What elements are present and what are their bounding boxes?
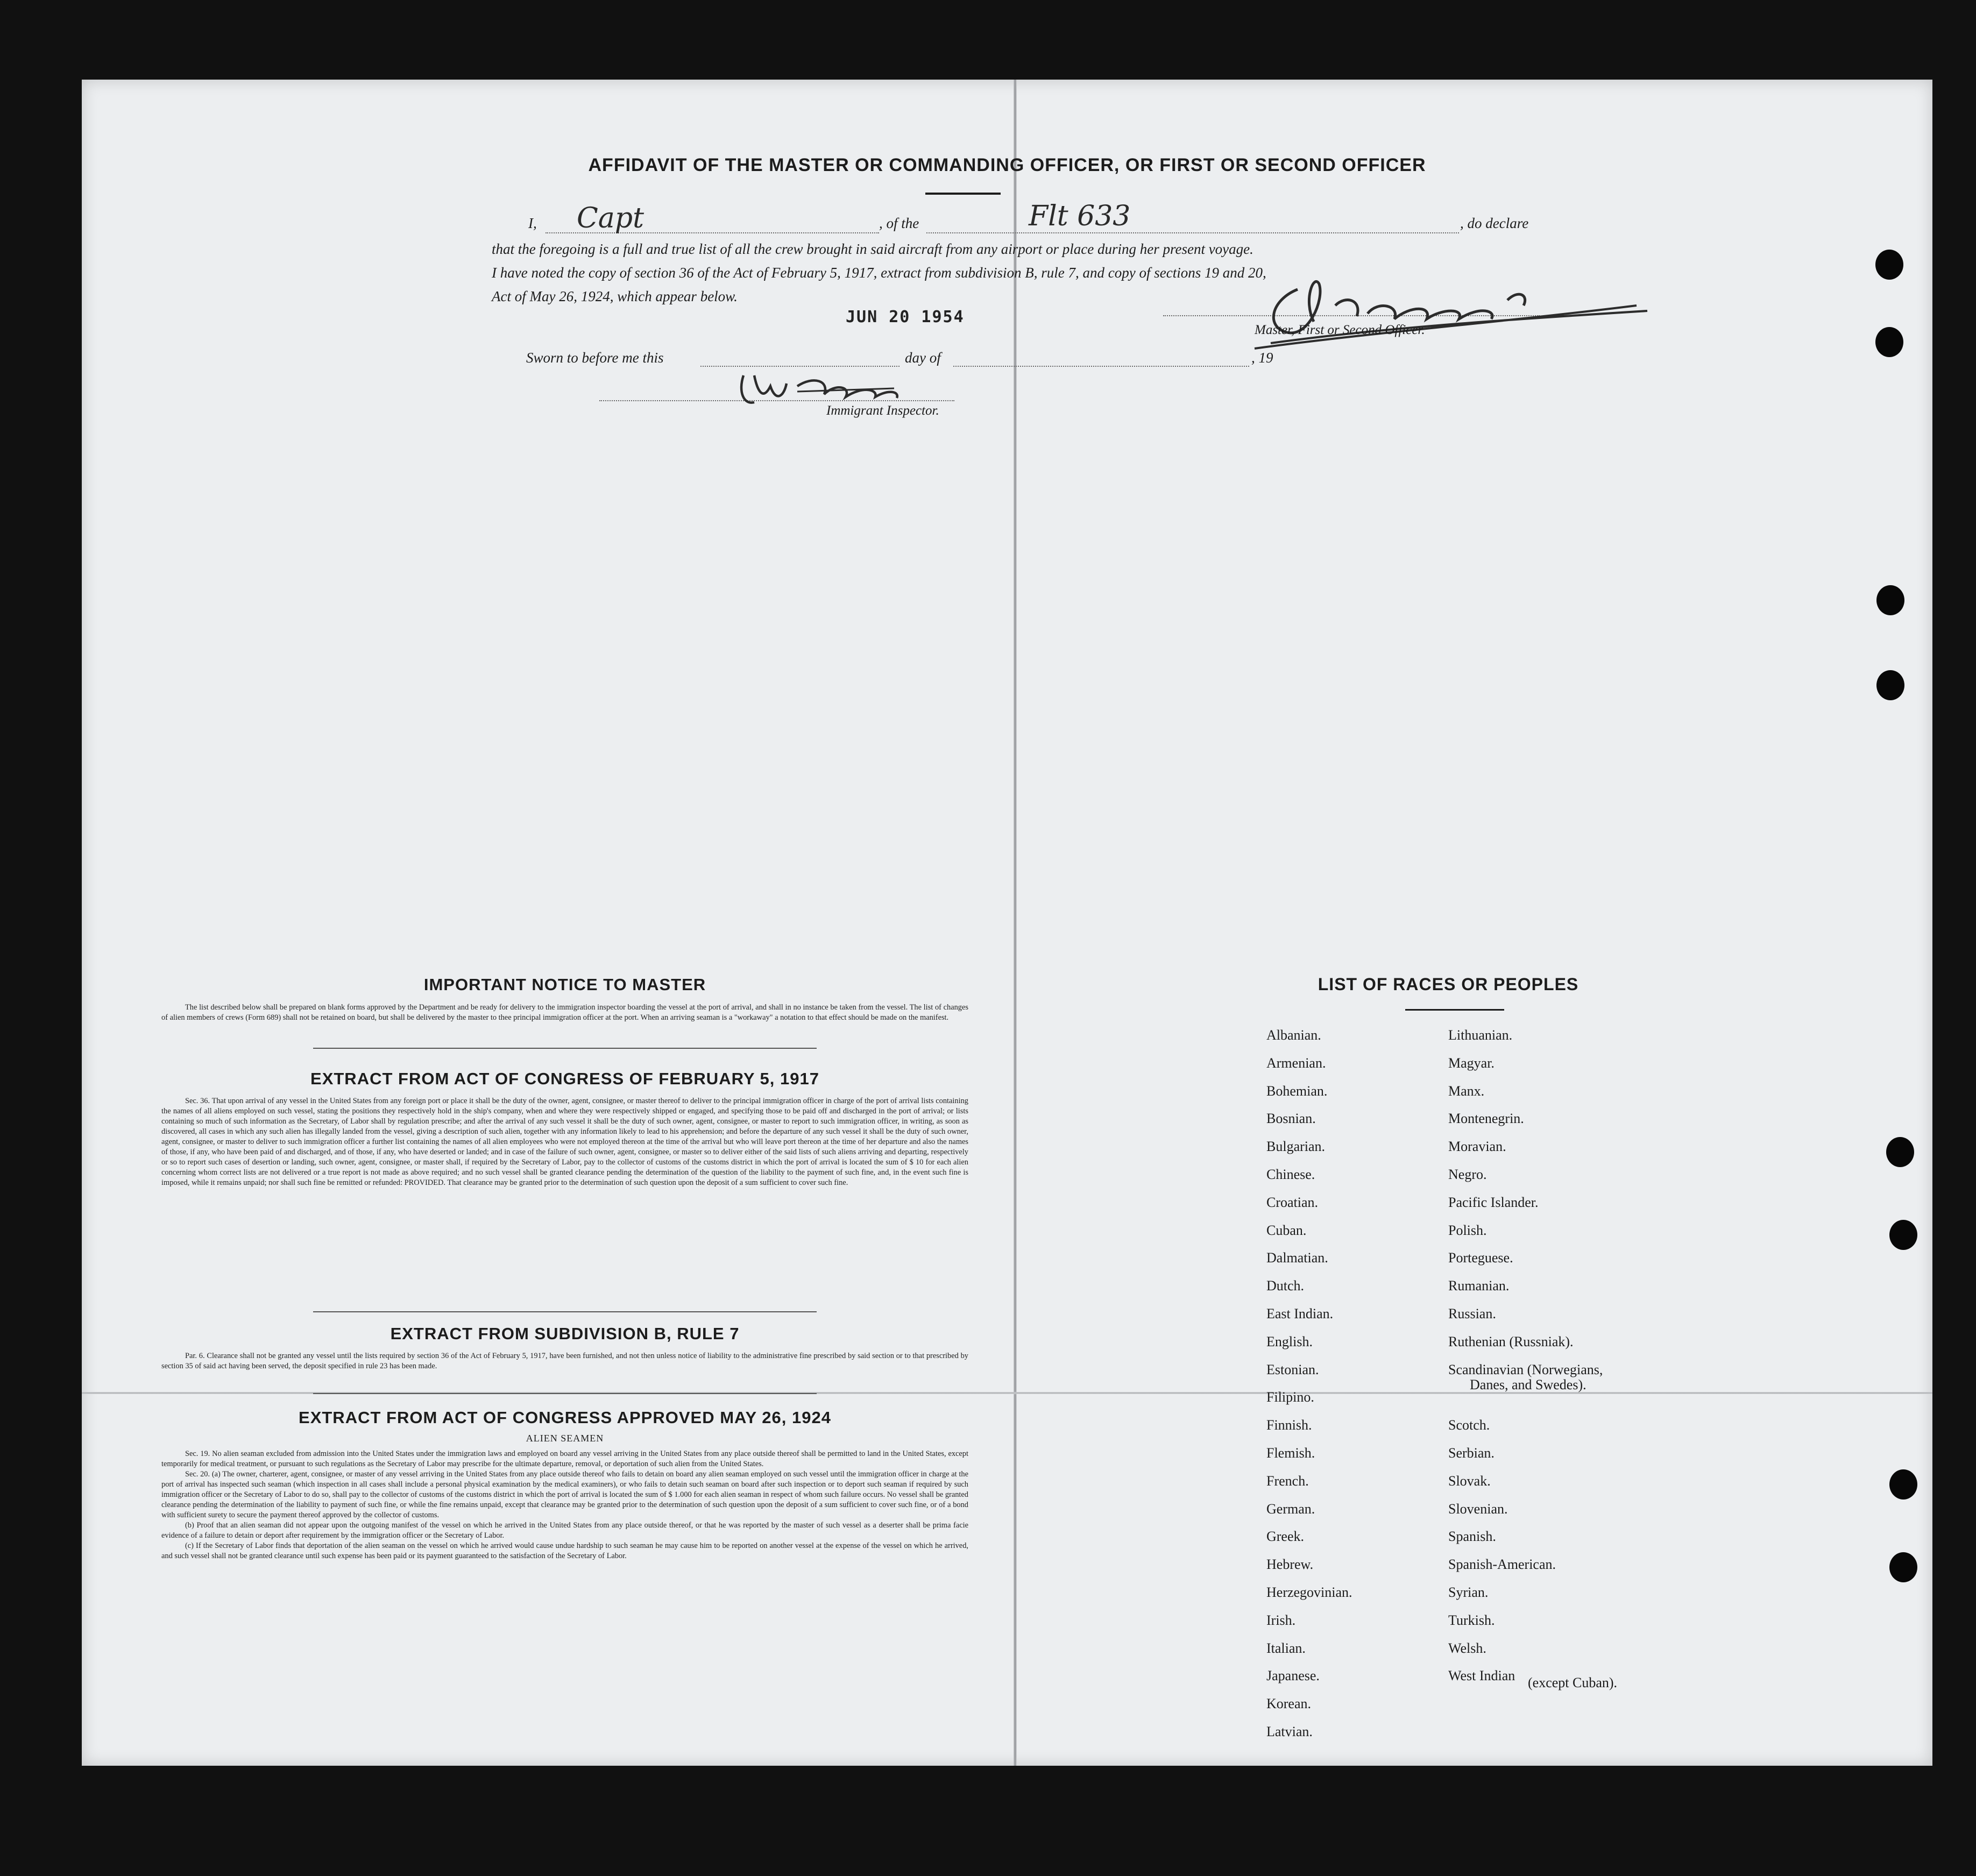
race-item: Negro. <box>1448 1167 1487 1182</box>
race-item: Japanese. <box>1266 1668 1320 1683</box>
affidavit-title: AFFIDAVIT OF THE MASTER OR COMMANDING OFFICER, OR FIRST OR SECOND OFFICER <box>588 155 1426 175</box>
race-item: Lithuanian. <box>1448 1027 1513 1043</box>
race-item: Bohemian. <box>1266 1083 1328 1099</box>
race-item: Albanian. <box>1266 1027 1321 1043</box>
race-item: English. <box>1266 1334 1313 1349</box>
notice-text: The list described below shall be prepared on blank forms approved by the Department and be ready for delivery to the immigration inspector boarding the vessel at the port of arrival, and shall in no instance be taken from the vessel. The list of changes of alien members of crews (Form 689) shall not be retained on board, but shall be delivered by the master to thee principal immigration officer at the port. When an arriving seaman is a "workaway" a notation to that effect should be made on the manifest. <box>161 1003 968 1022</box>
name-handwritten: Capt <box>577 202 644 234</box>
punch-hole <box>1889 1469 1917 1500</box>
subdivision-b-text: Par. 6. Clearance shall not be granted any vessel until the lists required by section 36 of the Act of February 5, 1917, have been furnished, and not then unless notice of liability to the administrative fine prescribed by said section or to that prescribed by section 35 of said act having been served, the deposit specified in rule 23 has been made. <box>161 1352 968 1370</box>
race-item: Rumanian. <box>1448 1278 1510 1294</box>
of-the-label: , of the <box>879 215 919 231</box>
race-item: Hebrew. <box>1266 1557 1314 1572</box>
race-item: Latvian. <box>1266 1724 1313 1739</box>
race-item: Turkish. <box>1448 1612 1495 1628</box>
race-item: Greek. <box>1266 1529 1305 1544</box>
punch-hole <box>1876 585 1904 615</box>
punch-hole <box>1886 1137 1914 1167</box>
officer-signature <box>1238 268 1658 359</box>
race-item: Dalmatian. <box>1266 1250 1328 1266</box>
declare-label: , do declare <box>1460 215 1529 231</box>
vessel-handwritten: Flt 633 <box>1029 200 1131 232</box>
race-item: Welsh. <box>1448 1640 1486 1656</box>
race-item: Scotch. <box>1448 1417 1490 1433</box>
race-item: Russian. <box>1448 1306 1496 1321</box>
year-label: , 19 <box>1251 350 1273 366</box>
race-item: Cuban. <box>1266 1223 1307 1238</box>
punch-hole <box>1876 670 1904 700</box>
extract-1917-title: EXTRACT FROM ACT OF CONGRESS OF FEBRUARY 5, 1917 <box>310 1069 819 1088</box>
race-item: French. <box>1266 1473 1309 1489</box>
race-continuation: (except Cuban). <box>1528 1675 1618 1690</box>
day-of-label: day of <box>905 350 941 366</box>
punch-hole <box>1889 1220 1917 1250</box>
race-item: Syrian. <box>1448 1584 1489 1600</box>
race-item: Dutch. <box>1266 1278 1305 1294</box>
race-item: Ruthenian (Russniak). <box>1448 1334 1574 1349</box>
title-rule <box>925 193 1001 195</box>
race-item: Serbian. <box>1448 1445 1495 1461</box>
section-divider <box>313 1393 817 1394</box>
race-item: Scandinavian (Norwegians, <box>1448 1362 1603 1377</box>
notice-title: IMPORTANT NOTICE TO MASTER <box>423 975 706 994</box>
race-item: Croatian. <box>1266 1195 1319 1210</box>
races-title: LIST OF RACES OR PEOPLES <box>1318 975 1579 994</box>
i-label: I, <box>528 215 537 231</box>
sworn-label: Sworn to before me this <box>526 350 664 366</box>
race-item: Chinese. <box>1266 1167 1315 1182</box>
race-item: Polish. <box>1448 1223 1487 1238</box>
vertical-fold-line <box>1014 80 1017 1766</box>
race-item: Moravian. <box>1448 1139 1506 1154</box>
subdivision-b-title: EXTRACT FROM SUBDIVISION B, RULE 7 <box>390 1324 740 1343</box>
race-item: Porteguese. <box>1448 1250 1513 1266</box>
race-item: West Indian <box>1448 1668 1515 1683</box>
race-item: Magyar. <box>1448 1055 1495 1071</box>
extract-1924-subtitle: ALIEN SEAMEN <box>526 1433 604 1444</box>
race-item: Armenian. <box>1266 1055 1326 1071</box>
date-stamp: JUN 20 1954 <box>846 308 965 326</box>
extract-1924-text: Sec. 19. No alien seaman excluded from admission into the United States under the immigration laws and employed on board any vessel arriving in the United States from any place outside thereof shall be permitted to land in the United States, except temporarily for medical treatment, or pursuant to such regulations as the Secretary of Labor may prescribe for the ultimate departure, removal, or deportation of such alien from the United States. Sec. 20. (a) The owner, charterer, agent, consignee, or master of any vessel arriving in the United States from any place outside thereof who fails to detain on board any alien seaman employed on such vessel until the immigration officer in charge at the port of arrival has inspected such seaman (which inspection in all cases shall include a personal physical examination by the medical examiners), or who fails to detain such seaman on board after such inspection or to deport such seaman if required by such immigration officer or the Secretary of Labor to do so, shall pay to the collector of customs of the customs district in which the port of arrival is located the sum of $ 1.000 for each alien seaman in respect of whom such failure occurs. No vessel shall be granted clearance pending the determination of the liability to payment of such fine, or while the fine remains unpaid, except that clearance may be granted prior to the determination of such question upon the deposit of a sum sufficient to cover such fine, or of a bond with sufficient surety to secure the payment thereof approved by the collector of customs. (b) Proof that an alien seaman did not appear upon the outgoing manifest of the vessel on which he arrived in the United States from any place outside thereof, or that he was reported by the master of such vessel as a deserter shall be prima facie evidence of a failure to detain or deport after requirement by the immigration officer or the Secretary of Labor. (c) If the Secretary of Labor finds that deportation of the alien seaman on the vessel on which he arrived would cause undue hardship to such seaman he may cause him to be reported on another vessel at the expense of the vessel on which he arrived, and such vessel shall not be granted clearance until such expense has been paid or its payment guaranteed to the satisfaction of the Secretary of Labor. <box>161 1449 968 1560</box>
race-item: Pacific Islander. <box>1448 1195 1539 1210</box>
punch-hole <box>1889 1552 1917 1582</box>
affidavit-line-3: Act of May 26, 1924, which appear below. <box>492 288 738 304</box>
punch-hole <box>1875 327 1903 357</box>
race-item: Estonian. <box>1266 1362 1319 1377</box>
race-item: Herzegovinian. <box>1266 1584 1352 1600</box>
race-item: Spanish. <box>1448 1529 1496 1544</box>
extract-1924-title: EXTRACT FROM ACT OF CONGRESS APPROVED MAY 26, 1924 <box>299 1408 831 1427</box>
race-item: Flemish. <box>1266 1445 1315 1461</box>
section-divider <box>313 1048 817 1049</box>
document-page <box>82 80 1932 1766</box>
affidavit-line-1: that the foregoing is a full and true list of all the crew brought in said aircraft from any airport or place during her present voyage. <box>492 241 1253 257</box>
races-title-rule <box>1405 1009 1504 1011</box>
race-item: Manx. <box>1448 1083 1485 1099</box>
race-item: Irish. <box>1266 1612 1296 1628</box>
race-item: East Indian. <box>1266 1306 1334 1321</box>
inspector-caption: Immigrant Inspector. <box>826 403 939 418</box>
race-continuation: Danes, and Swedes). <box>1470 1377 1587 1392</box>
race-item: Filipino. <box>1266 1389 1314 1405</box>
section-divider <box>313 1311 817 1312</box>
race-item: Korean. <box>1266 1696 1312 1711</box>
race-item: Italian. <box>1266 1640 1306 1656</box>
race-item: Slovak. <box>1448 1473 1491 1489</box>
vessel-line <box>926 232 1459 233</box>
race-item: Spanish-American. <box>1448 1557 1556 1572</box>
sworn-month-line <box>953 366 1249 367</box>
race-item: Bulgarian. <box>1266 1139 1326 1154</box>
race-item: Finnish. <box>1266 1417 1312 1433</box>
race-item: Slovenian. <box>1448 1501 1508 1517</box>
officer-caption: Master, First or Second Officer. <box>1255 323 1425 337</box>
extract-1917-text: Sec. 36. That upon arrival of any vessel in the United States from any foreign port or place it shall be the duty of the owner, agent, consignee, or master thereof to deliver to the principal immigration officer in charge of the port of arrival lists containing the names of all aliens employed on such vessel, stating the positions they respectively hold in the ship's company, when and where they were respectively shipped or engaged, and specifying those to be paid off and discharged in the port of arrival; or lists containing so much of such information as the Secretary, of Labor shall by regulation prescribe; and after the arrival of any such vessel it shall be the duty of such owner, agent, consignee, or master to report to such immigration officer, in writing, as soon as discovered, all cases in which any such alien has illegally landed from the vessel, giving a description of such alien, together with any information likely to lead to his apprehension; and before the departure of any such vessel it shall be the duty of such owner, agent, consignee, or master to deliver to such immigration officer a further list containing the names of all alien employees who were not employed thereon at the time of the arrival but who will leave port thereon at the time of her departure and also the names of those, if any, who have been paid of and discharged, and of those, if any, who have deserted or landed; and in case of the failure of such owner, agent, consignee, or master so to deliver either of the said lists of such aliens arriving and departing, respectively or so to report such cases of desertion or landing, such owner, agent, consignee, or master shall, if required by the Secretary of Labor, pay to the collector of customs of the customs district in which the port of arrival is located the sum of $ 10 for each alien concerning whom correct lists are not delivered or a true report is not made as above required; and no such vessel shall be granted clearance pending the determination of the question of the liability to the payment of such fine, and, in the event such fine is imposed, while it remains unpaid; nor shall such fine be remitted or refunded: PROVIDED. That clearance may be granted prior to the determination of such question upon the deposit of a sum sufficient to cover such fine. <box>161 1097 968 1187</box>
race-item: Bosnian. <box>1266 1111 1316 1126</box>
race-item: Montenegrin. <box>1448 1111 1524 1126</box>
punch-hole <box>1875 250 1903 280</box>
race-item: German. <box>1266 1501 1315 1517</box>
affidavit-line-2: I have noted the copy of section 36 of the Act of February 5, 1917, extract from subdivision B, rule 7, and copy of sections 19 and 20, <box>492 265 1266 281</box>
